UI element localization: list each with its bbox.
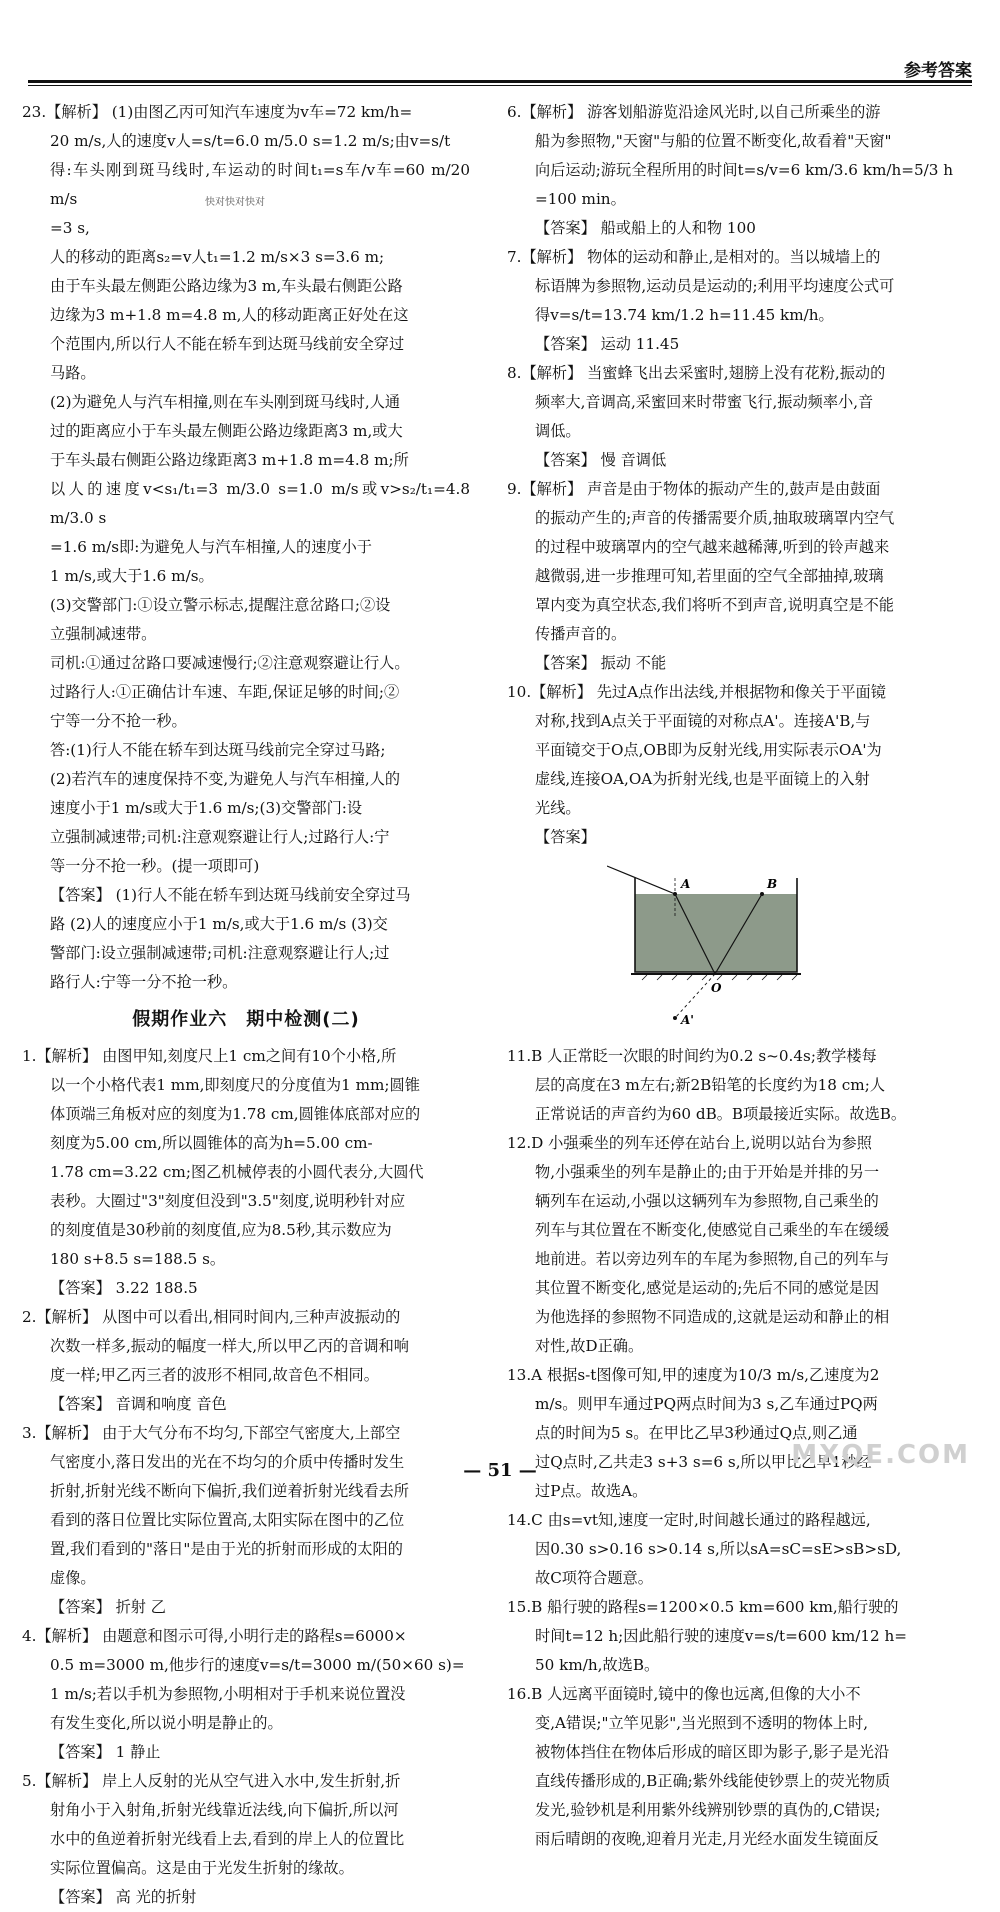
text-line: 点的时间为5 s。在甲比乙早3秒通过Q点,则乙通 — [535, 1424, 858, 1442]
text-line: 频率大,音调高,采蜜回来时带蜜飞行,振动频率小,音 — [535, 393, 874, 411]
text-line: 列车与其位置在不断变化,使感觉自己乘坐的车在缓缓 — [535, 1221, 890, 1239]
section-title: 假期作业六 期中检测(二) — [132, 1009, 360, 1030]
text-line: 正常说话的声音约为60 dB。B项最接近实际。故选B。 — [535, 1105, 907, 1123]
text-line: 变,A错误;"立竿见影",当光照到不透明的物体上时, — [535, 1714, 869, 1732]
answer-16 — [507, 1680, 977, 1854]
text-line: 船为参照物,"天窗"与船的位置不断变化,故看着"天窗" — [535, 132, 892, 150]
text-line: 次数一样多,振动的幅度一样大,所以甲乙丙的音调和响 — [50, 1337, 409, 1355]
text-line: 1.78 cm=3.22 cm;图乙机械停表的小圆代表分,大圆代 — [50, 1163, 424, 1181]
text-line: 对称,找到A点关于平面镜的对称点A'。连接A'B,与 — [535, 712, 871, 730]
text-line: 看到的落日位置比实际位置高,太阳实际在图中的乙位 — [50, 1511, 405, 1529]
answer-12 — [507, 1129, 977, 1361]
text-line: 【答案】 3.22 188.5 — [50, 1279, 198, 1297]
mirror-hatch — [642, 975, 797, 980]
right-column — [507, 98, 977, 1854]
text-line: 于车头最右侧距公路边缘距离3 m+1.8 m=4.8 m;所 — [50, 451, 409, 469]
page-header — [28, 48, 972, 88]
text-line: 10.【解析】 先过A点作出法线,并根据物和像关于平面镜 — [507, 683, 886, 701]
text-line: 刻度为5.00 cm,所以圆锥体的高为h=5.00 cm- — [50, 1134, 373, 1152]
point-a — [673, 892, 677, 896]
water — [635, 894, 797, 972]
answer-4 — [22, 1622, 470, 1767]
text-line: 表秒。大圈过"3"刻度但没到"3.5"刻度,说明秒针对应 — [50, 1192, 406, 1210]
label-o: O — [711, 981, 722, 995]
answer-8 — [507, 359, 977, 475]
text-line: 的振动产生的;声音的传播需要介质,抽取玻璃罩内空气 — [535, 509, 895, 527]
text-line: 50 km/h,故选B。 — [535, 1656, 660, 1674]
text-line: 立强制减速带。 — [50, 625, 157, 643]
text-line: 1 m/s;若以手机为参照物,小明相对于手机来说位置没 — [50, 1685, 406, 1703]
point-a-prime — [673, 1016, 677, 1020]
text-line: 12.D 小强乘坐的列车还停在站台上,说明以站台为参照 — [507, 1134, 872, 1152]
watermark: MXQE.COM — [791, 1440, 970, 1470]
text-line: (2)若汽车的速度保持不变,为避免人与汽车相撞,人的 — [50, 770, 401, 788]
text-line: 【答案】 — [535, 828, 596, 846]
text-line: 立强制减速带;司机:注意观察避让行人;过路行人:宁 — [50, 828, 390, 846]
text-line: 3.【解析】 由于大气分布不均匀,下部空气密度大,上部空 — [22, 1424, 401, 1442]
text-line: 0.5 m=3000 m,他步行的速度v=s/t=3000 m/(50×60 s)= — [50, 1656, 465, 1674]
text-line: 为他选择的参照物不同造成的,这就是运动和静止的相 — [535, 1308, 890, 1326]
text-line: 以人的速度v<s₁/t₁=3 m/3.0 s=1.0 m/s或v>s₂/t₁=4.8 m/3.0 s — [50, 480, 470, 527]
text-line: 9.【解析】 声音是由于物体的振动产生的,鼓声是由鼓面 — [507, 480, 881, 498]
header-rule-thick — [28, 80, 972, 83]
header-rule-thin — [28, 85, 972, 86]
text-line: 光线。 — [535, 799, 581, 817]
text-line: 【答案】 船或船上的人和物 100 — [535, 219, 756, 237]
text-line: 平面镜交于O点,OB即为反射光线,用实际表示OA'为 — [535, 741, 882, 759]
label-a-prime: A' — [681, 1013, 694, 1027]
text-line: 向后运动;游玩全程所用的时间t=s/v=6 km/3.6 km/h=5/3 h — [535, 161, 954, 179]
text-line: =100 min。 — [535, 190, 626, 208]
text-line: 15.B 船行驶的路程s=1200×0.5 km=600 km,船行驶的 — [507, 1598, 899, 1616]
text-line: 5.【解析】 岸上人反射的光从空气进入水中,发生折射,折 — [22, 1772, 401, 1790]
text-line: 【答案】 高 光的折射 — [50, 1888, 197, 1906]
text-line: 罩内变为真空状态,我们将听不到声音,说明真空是不能 — [535, 596, 894, 614]
text-line: 由于车头最左侧距公路边缘为3 m,车头最右侧距公路 — [50, 277, 403, 295]
point-b — [760, 892, 764, 896]
text-line: 11.B 人正常眨一次眼的时间约为0.2 s~0.4s;教学楼每 — [507, 1047, 877, 1065]
text-line: 被物体挡住在物体后形成的暗区即为影子,影子是光沿 — [535, 1743, 890, 1761]
text-line: 时间t=12 h;因此船行驶的速度v=s/t=600 km/12 h= — [535, 1627, 907, 1645]
text-line: 【答案】 1 静止 — [50, 1743, 161, 1761]
answer-14 — [507, 1506, 977, 1593]
text-line: 速度小于1 m/s或大于1.6 m/s;(3)交警部门:设 — [50, 799, 363, 817]
text-line: 6.【解析】 游客划船游览沿途风光时,以自己所乘坐的游 — [507, 103, 881, 121]
text-line: 层的高度在3 m左右;新2B铅笔的长度约为18 cm;人 — [535, 1076, 886, 1094]
text-line: 对性,故D正确。 — [535, 1337, 644, 1355]
text-line: 4.【解析】 由题意和图示可得,小明行走的路程s=6000× — [22, 1627, 407, 1645]
text-line: 宁等一分不抢一秒。 — [50, 712, 187, 730]
text-line: 的刻度值是30秒前的刻度值,应为8.5秒,其示数应为 — [50, 1221, 392, 1239]
text-line: 气密度小,落日发出的光在不均匀的介质中传播时发生 — [50, 1453, 405, 1471]
answer-5 — [22, 1767, 470, 1912]
text-line: 【答案】 (1)行人不能在轿车到达斑马线前安全穿过马 — [50, 886, 411, 904]
text-line: 人的移动的距离s₂=v人t₁=1.2 m/s×3 s=3.6 m; — [50, 248, 385, 266]
text-line: 过的距离应小于车头最左侧距公路边缘距离3 m,或大 — [50, 422, 403, 440]
text-line: 马路。 — [50, 364, 96, 382]
text-line: 辆列车在运动,小强以这辆列车为参照物,自己乘坐的 — [535, 1192, 879, 1210]
refraction-figure — [607, 858, 817, 1028]
optics-diagram — [607, 858, 977, 1038]
text-line: 地前进。若以旁边列车的车尾为参照物,自己的列车与 — [535, 1250, 890, 1268]
text-line: 路行人:宁等一分不抢一秒。 — [50, 973, 238, 991]
text-line: 虚线,连接OA,OA为折射光线,也是平面镜上的入射 — [535, 770, 870, 788]
page-number: — 51 — — [463, 1460, 537, 1481]
text-line: 过P点。故选A。 — [535, 1482, 648, 1500]
text-line: 答:(1)行人不能在轿车到达斑马线前完全穿过马路; — [50, 741, 386, 759]
text-line: 度一样;甲乙丙三者的波形不相同,故音色不相同。 — [50, 1366, 379, 1384]
text-line: 13.A 根据s-t图像可知,甲的速度为10/3 m/s,乙速度为2 — [507, 1366, 880, 1384]
text-line: 1.【解析】 由图甲知,刻度尺上1 cm之间有10个小格,所 — [22, 1047, 397, 1065]
answer-10 — [507, 678, 977, 852]
text-line: m/s。则甲车通过PQ两点时间为3 s,乙车通过PQ两 — [535, 1395, 878, 1413]
text-line: 【答案】 振动 不能 — [535, 654, 667, 672]
text-line: 过Q点时,乙共走3 s+3 s=6 s,所以甲比乙早1秒经 — [535, 1453, 872, 1471]
text-line: 14.C 由s=vt知,速度一定时,时间越长通过的路程越远, — [507, 1511, 871, 1529]
answer-7 — [507, 243, 977, 359]
text-line: 【答案】 运动 11.45 — [535, 335, 680, 353]
text-line: 警部门:设立强制减速带;司机:注意观察避让行人;过 — [50, 944, 390, 962]
text-line: 其位置不断变化,感觉是运动的;先后不同的感觉是因 — [535, 1279, 880, 1297]
answer-2 — [22, 1303, 470, 1419]
answer-13 — [507, 1361, 977, 1506]
answer-3 — [22, 1419, 470, 1622]
text-line: 有发生变化,所以说小明是静止的。 — [50, 1714, 283, 1732]
text-line: 得v=s/t=13.74 km/1.2 h=11.45 km/h。 — [535, 306, 834, 324]
stamp-text: 快对快对快对 — [205, 197, 265, 208]
text-line: 因0.30 s>0.16 s>0.14 s,所以sA=sC=sE>sB>sD, — [535, 1540, 902, 1558]
virtual-line — [675, 974, 715, 1018]
text-line: 【答案】 音调和响度 音色 — [50, 1395, 227, 1413]
text-line: 2.【解析】 从图中可以看出,相同时间内,三种声波振动的 — [22, 1308, 401, 1326]
label-a: A — [681, 877, 691, 891]
text-line: 直线传播形成的,B正确;紫外线能使钞票上的荧光物质 — [535, 1772, 891, 1790]
text-line: 物,小强乘坐的列车是静止的;由于开始是并排的另一 — [535, 1163, 880, 1181]
text-line: 以一个小格代表1 mm,即刻度尺的分度值为1 mm;圆锥 — [50, 1076, 420, 1094]
text-line: 的过程中玻璃罩内的空气越来越稀薄,听到的铃声越来 — [535, 538, 890, 556]
text-line: 虚像。 — [50, 1569, 96, 1587]
text-line: 等一分不抢一秒。(提一项即可) — [50, 857, 260, 875]
answer-23 — [22, 98, 470, 997]
text-line: 20 m/s,人的速度v人=s/t=6.0 m/5.0 s=1.2 m/s;由v=s/t — [50, 132, 451, 150]
text-line: (3)交警部门:①设立警示标志,提醒注意岔路口;②设 — [50, 596, 391, 614]
text-line: 故C项符合题意。 — [535, 1569, 653, 1587]
answer-1 — [22, 1042, 470, 1303]
text-line: =1.6 m/s即:为避免人与汽车相撞,人的速度小于 — [50, 538, 372, 556]
text-line: 越微弱,进一步推理可知,若里面的空气全部抽掉,玻璃 — [535, 567, 884, 585]
answer-15 — [507, 1593, 977, 1680]
left-column — [22, 98, 470, 1912]
text-line: 路 (2)人的速度应小于1 m/s,或大于1.6 m/s (3)交 — [50, 915, 388, 933]
incident-ray — [607, 866, 675, 894]
answer-9 — [507, 475, 977, 678]
text-line: 边缘为3 m+1.8 m=4.8 m,人的移动距离正好处在这 — [50, 306, 409, 324]
text-line: 180 s+8.5 s=188.5 s。 — [50, 1250, 226, 1268]
text-line: (2)为避免人与汽车相撞,则在车头刚到斑马线时,人通 — [50, 393, 401, 411]
text-line: 个范围内,所以行人不能在轿车到达斑马线前安全穿过 — [50, 335, 405, 353]
text-line: =3 s, — [50, 219, 90, 237]
header-title: 参考答案 — [904, 61, 972, 81]
text-line: 调低。 — [535, 422, 581, 440]
text-line: 1 m/s,或大于1.6 m/s。 — [50, 567, 214, 585]
text-line: 7.【解析】 物体的运动和静止,是相对的。当以城墙上的 — [507, 248, 881, 266]
text-line: 传播声音的。 — [535, 625, 627, 643]
text-line: 司机:①通过岔路口要减速慢行;②注意观察避让行人。 — [50, 654, 410, 672]
text-line: 射角小于入射角,折射光线靠近法线,向下偏折,所以河 — [50, 1801, 399, 1819]
text-line: 【答案】 慢 音调低 — [535, 451, 667, 469]
text-line: 标语牌为参照物,运动员是运动的;利用平均速度公式可 — [535, 277, 895, 295]
text-line: 16.B 人远离平面镜时,镜中的像也远离,但像的大小不 — [507, 1685, 861, 1703]
label-b: B — [767, 877, 778, 891]
text-line: 置,我们看到的"落日"是由于光的折射而形成的太阳的 — [50, 1540, 403, 1558]
text-line: 【答案】 折射 乙 — [50, 1598, 166, 1616]
text-line: 雨后晴朗的夜晚,迎着月光走,月光经水面发生镜面反 — [535, 1830, 879, 1848]
text-line: 8.【解析】 当蜜蜂飞出去采蜜时,翅膀上没有花粉,振动的 — [507, 364, 886, 382]
answer-11 — [507, 1042, 977, 1129]
text-line: 体顶端三角板对应的刻度为1.78 cm,圆锥体底部对应的 — [50, 1105, 421, 1123]
text-line: 实际位置偏高。这是由于光发生折射的缘故。 — [50, 1859, 354, 1877]
text-line: 水中的鱼逆着折射光线看上去,看到的岸上人的位置比 — [50, 1830, 405, 1848]
answer-6 — [507, 98, 977, 243]
text-line: 折射,折射光线不断向下偏折,我们逆着折射光线看去所 — [50, 1482, 409, 1500]
text-line: 23.【解析】 (1)由图乙丙可知汽车速度为v车=72 km/h= — [22, 103, 413, 121]
text-line: 发光,验钞机是利用紫外线辨别钞票的真伪的,C错误; — [535, 1801, 881, 1819]
text-line: 过路行人:①正确估计车速、车距,保证足够的时间;② — [50, 683, 400, 701]
text-line: 得:车头刚到斑马线时,车运动的时间t₁=s车/v车=60 m/20 m/s — [50, 161, 470, 208]
